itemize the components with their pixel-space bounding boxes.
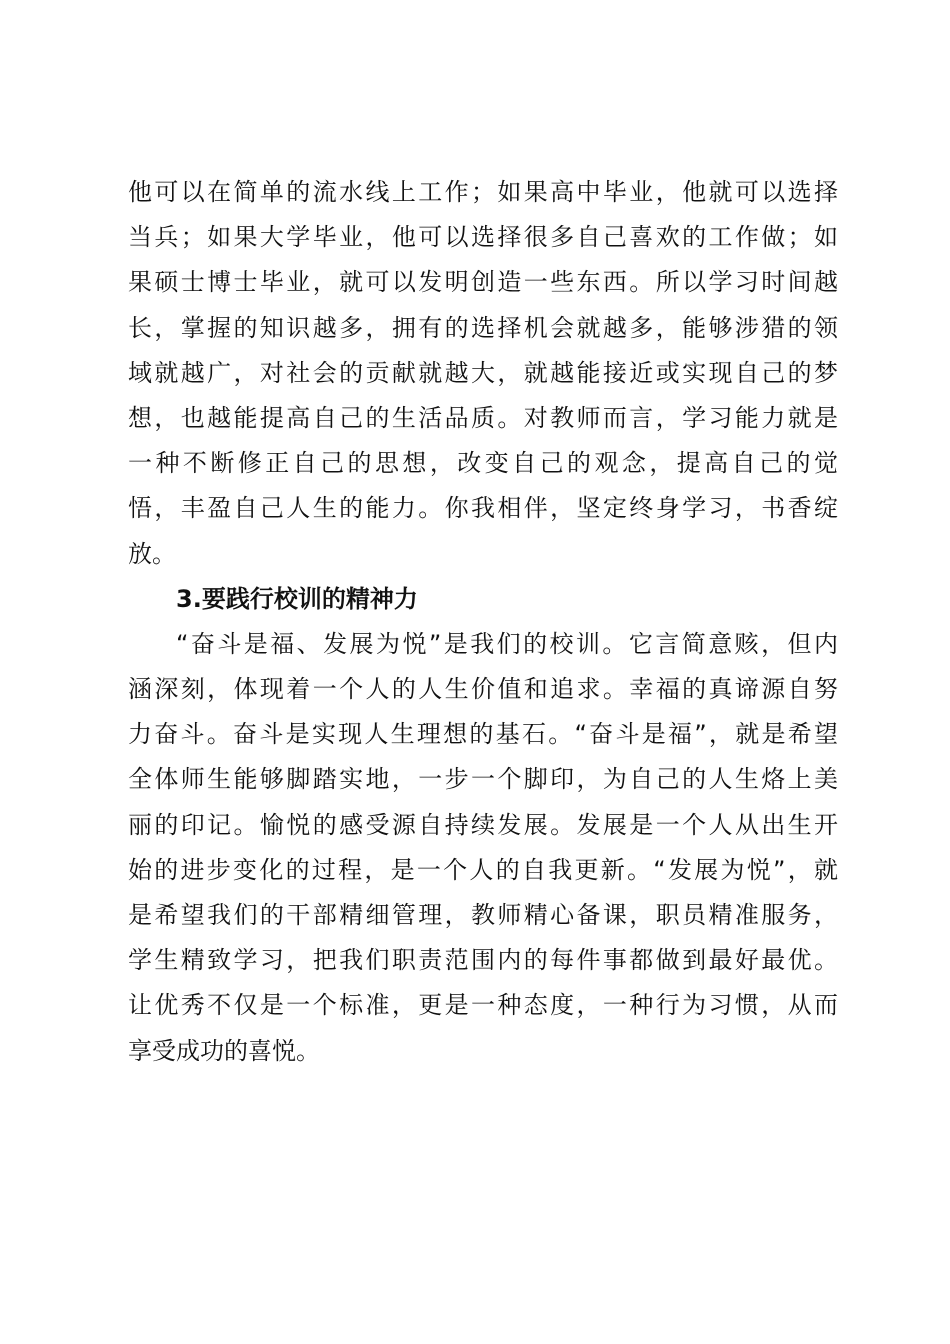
- paragraph-learning: [128, 170, 838, 577]
- text-line: 涵深刻，体现着一个人的人生价值和追求。幸福的真谛源自努: [128, 675, 838, 704]
- text-line: 是希望我们的干部精细管理，教师精心备课，职员精准服务，: [128, 901, 838, 929]
- text-line: 他可以在简单的流水线上工作；如果高中毕业，他就可以选择: [128, 178, 838, 206]
- text-line: 学生精致学习，把我们职责范围内的每件事都做到最好最优。: [128, 946, 838, 975]
- text-line: 享受成功的喜悦。: [128, 1036, 320, 1065]
- text-line: “奋斗是福、发展为悦”是我们的校训。它言简意赅，但内: [176, 629, 838, 658]
- text-line: 全体师生能够脚踏实地，一步一个脚印，为自己的人生烙上美: [128, 765, 838, 794]
- text-line: 悟，丰盈自己人生的能力。你我相伴，坚定终身学习，书香绽: [128, 494, 838, 523]
- text-line: 让优秀不仅是一个标准，更是一种态度，一种行为习惯，从而: [128, 991, 838, 1020]
- text-line: 一种不断修正自己的思想，改变自己的观念，提高自己的觉: [128, 449, 838, 478]
- document-body: [128, 170, 838, 1074]
- text-line: 力奋斗。奋斗是实现人生理想的基石。“奋斗是福”，就是希望: [128, 720, 838, 749]
- text-line: 丽的印记。愉悦的感受源自持续发展。发展是一个人从出生开: [128, 810, 838, 839]
- text-line: 长，掌握的知识越多，拥有的选择机会就越多，能够涉猎的领: [128, 313, 838, 342]
- text-line: 当兵；如果大学毕业，他可以选择很多自己喜欢的工作做；如: [128, 223, 838, 252]
- text-line: 想，也越能提高自己的生活品质。对教师而言，学习能力就是: [128, 403, 838, 432]
- section-heading: 3.要践行校训的精神力: [176, 584, 418, 613]
- text-line: 始的进步变化的过程，是一个人的自我更新。“发展为悦”，就: [128, 855, 838, 884]
- text-line: 放。: [128, 539, 176, 568]
- text-line: 果硕士博士毕业，就可以发明创造一些东西。所以学习时间越: [128, 268, 838, 297]
- text-line: 域就越广，对社会的贡献就越大，就越能接近或实现自己的梦: [128, 358, 838, 387]
- paragraph-school-motto: [128, 622, 838, 1074]
